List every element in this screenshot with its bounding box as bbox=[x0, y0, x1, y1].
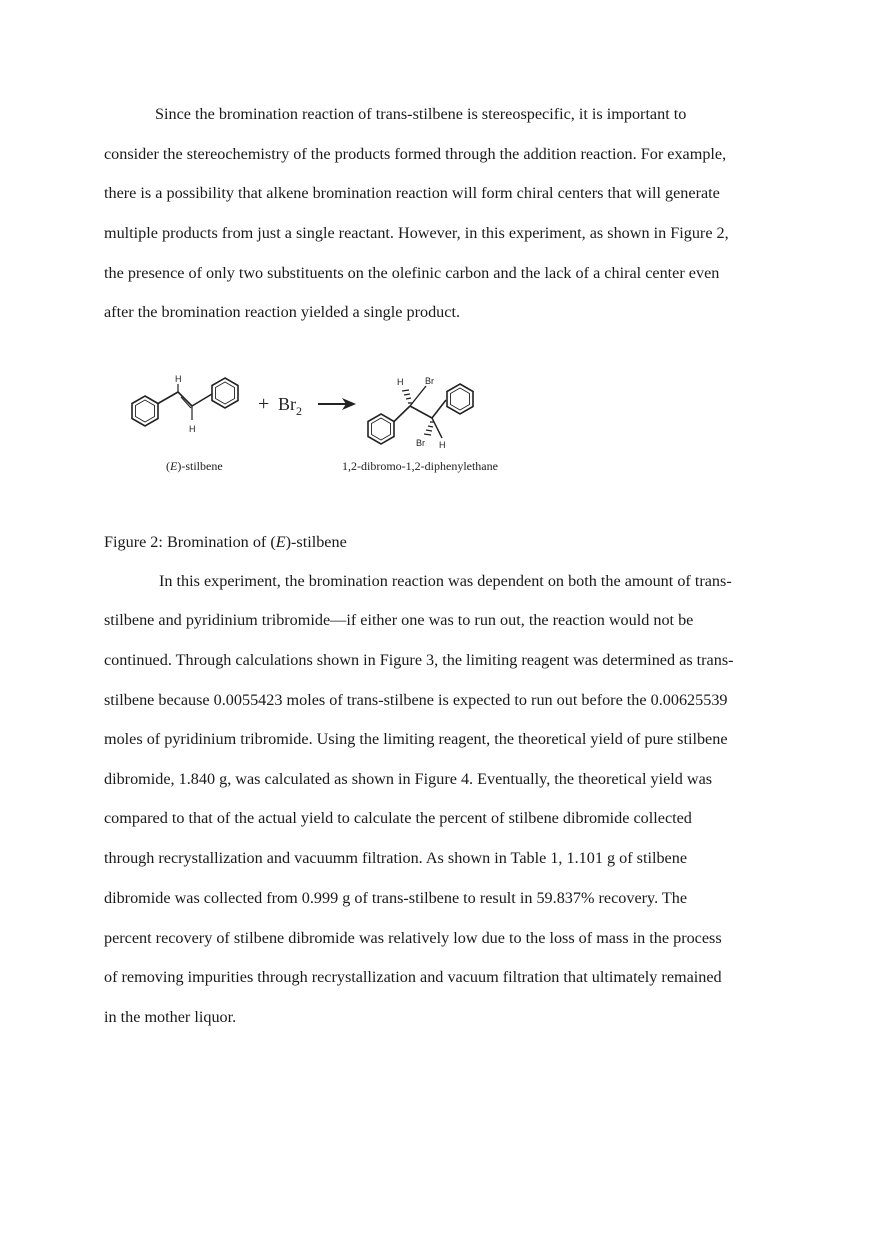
hashed-bond bbox=[424, 422, 434, 435]
product-label: 1,2-dibromo-1,2-diphenylethane bbox=[342, 459, 498, 473]
paragraph2-line: In this experiment, the bromination reaction was dependent on both the amount of trans- bbox=[159, 572, 732, 590]
bromine-reagent: $Br_2$ bbox=[278, 394, 302, 418]
paragraph2-line: percent recovery of stilbene dibromide was relatively low due to the loss of mass in the process bbox=[104, 929, 722, 947]
hydrogen-label: H bbox=[189, 424, 196, 434]
plus-sign: + bbox=[258, 393, 270, 415]
paragraph2-line: dibromide, 1.840 g, was calculated as shown in Figure 4. Eventually, the theoretical yield was bbox=[104, 770, 713, 788]
paragraph2-line: stilbene and pyridinium tribromide—if either one was to run out, the reaction would not be bbox=[104, 611, 694, 629]
paragraph1-line: consider the stereochemistry of the products formed through the addition reaction. For example, bbox=[104, 145, 727, 163]
reaction-scheme-figure bbox=[120, 366, 540, 486]
hydrogen-label: H bbox=[397, 377, 404, 387]
figure-caption: Figure 2: Bromination of (E)-stilbene bbox=[104, 533, 347, 551]
paragraph1-line: there is a possibility that alkene bromination reaction will form chiral centers that will generate bbox=[104, 184, 720, 202]
paragraph1-line: multiple products from just a single reactant. However, in this experiment, as shown in Figure 2, bbox=[104, 224, 729, 242]
reaction-arrow bbox=[318, 398, 356, 410]
paragraph2-line: of removing impurities through recrystallization and vacuum filtration that ultimately remained bbox=[104, 968, 722, 986]
double-bond bbox=[178, 392, 192, 406]
paragraph1-line: Since the bromination reaction of trans-stilbene is stereospecific, it is important to bbox=[155, 105, 687, 123]
reaction-scheme-drawing bbox=[120, 366, 540, 486]
paragraph2-line: moles of pyridinium tribromide. Using the limiting reagent, the theoretical yield of pure stilbene bbox=[104, 730, 728, 748]
paragraph2-line: in the mother liquor. bbox=[104, 1008, 237, 1026]
paragraph2-line: stilbene because 0.0055423 moles of trans-stilbene is expected to run out before the 0.00625539 bbox=[104, 691, 728, 709]
paragraph1-line: the presence of only two substituents on the olefinic carbon and the lack of a chiral center even bbox=[104, 264, 720, 282]
paragraph1-line: after the bromination reaction yielded a single product. bbox=[104, 303, 460, 321]
paragraph2-line: through recrystallization and vacuumm filtration. As shown in Table 1, 1.101 g of stilbene bbox=[104, 849, 688, 867]
hydrogen-label: H bbox=[175, 374, 182, 384]
paragraph2-line: dibromide was collected from 0.999 g of trans-stilbene to result in 59.837% recovery. The bbox=[104, 889, 688, 907]
bromine-label: Br bbox=[416, 438, 425, 448]
paragraph2-line: continued. Through calculations shown in Figure 3, the limiting reagent was determined as trans- bbox=[104, 651, 734, 669]
hydrogen-label: H bbox=[439, 440, 446, 450]
paragraph2-line: compared to that of the actual yield to calculate the percent of stilbene dibromide collected bbox=[104, 809, 692, 827]
reactant-label: (E)-stilbene bbox=[166, 459, 223, 473]
bromine-label: Br bbox=[425, 376, 434, 386]
hashed-bond bbox=[402, 390, 412, 403]
